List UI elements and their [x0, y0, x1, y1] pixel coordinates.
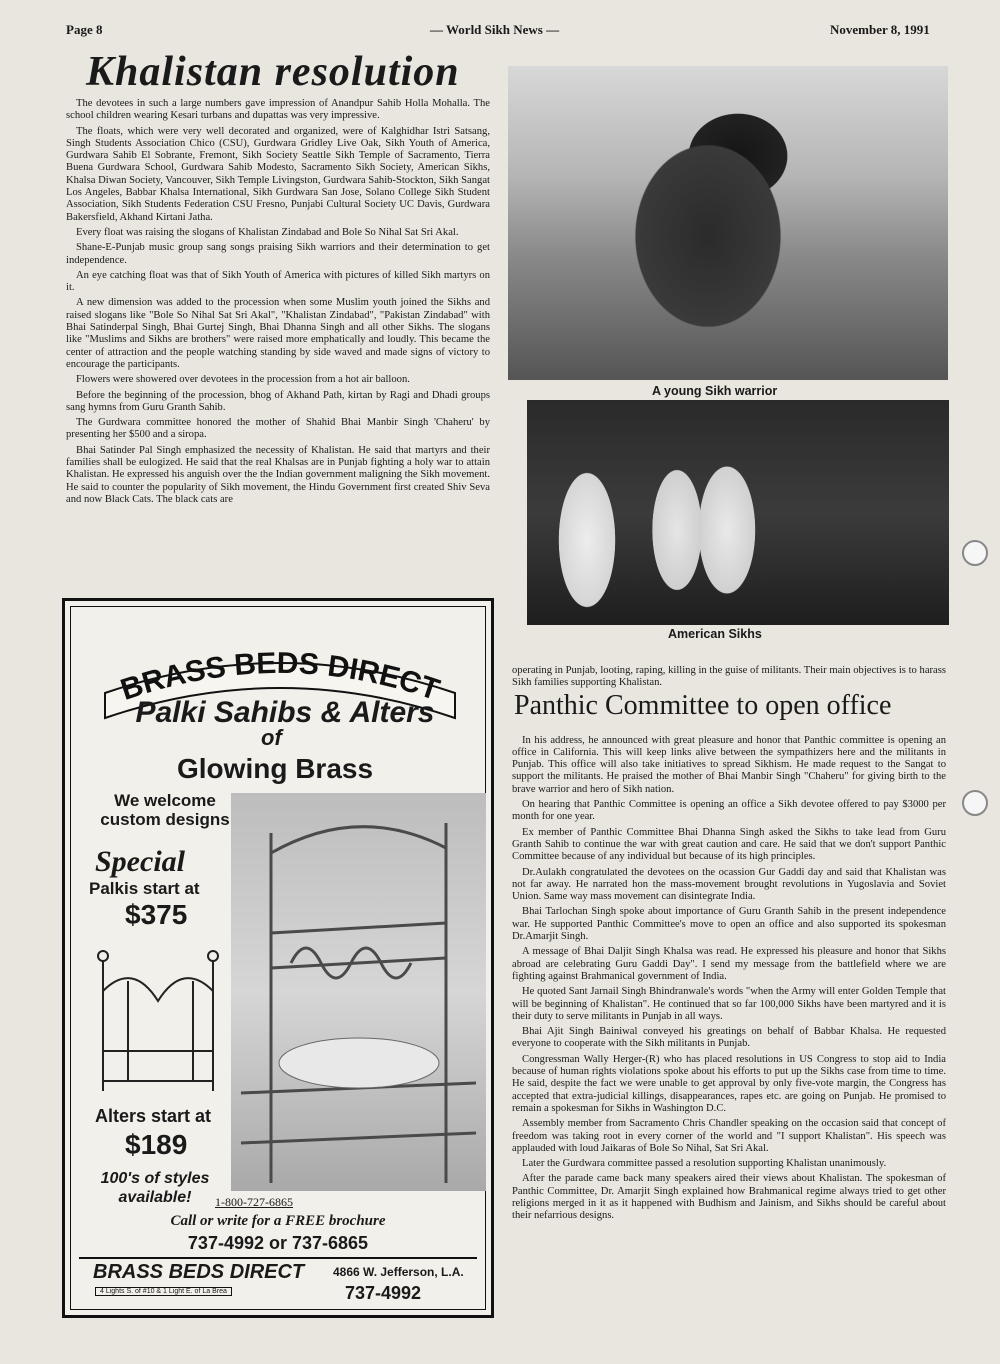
- article-paragraph: Flowers were showered over devotees in the procession from a hot air balloon.: [76, 374, 410, 386]
- article-paragraph: On hearing that Panthic Committee is opening an office a Sikh devotee offered to pay $3000 per month for one year.: [512, 799, 946, 823]
- ad-of: of: [261, 725, 282, 750]
- page-number: Page 8: [66, 22, 103, 37]
- article-paragraph: Congressman Wally Herger-(R) who has placed resolutions in US Congress to stop aid to India because of human rights violations spoke about his efforts to put up the Sikhs case from time to time. He said, despite the fact we were unable to get approval by only five-vote margin, the Congress has accepted that extra-judicial killings, disappearances, rapes etc. are going on Punjab. He promised to remain a spokesman for Sikhs in Washington D.C.: [512, 1053, 946, 1114]
- article-paragraph: Dr.Aulakh congratulated the devotees on the ocassion Gur Gaddi day and said that Khalistan was not far away. He narrated hon the mass-movement brought revolutions in Yugoslavia and Soviet Union. Same way mass movement can disintegrate India.: [512, 866, 946, 903]
- left-column-article: [66, 98, 490, 509]
- binder-hole: [962, 790, 988, 816]
- photo-caption: American Sikhs: [668, 627, 762, 641]
- article-paragraph: The floats, which were very well decorated and organized, were of Kalghidhar Istri Satsang, Singh Students Association Chico (CSU), Gurdwara Gridley Live Oak, Sikh Youth of America, Gurdwara Sahib El Sobrante, Fremont, Sikh Society Seattle Sikh Temple of Sacramento, Tierra Buena Gurdwara School, Gurdwara Sahib Modesto, Sacramento Sikh Society, American Sikhs, Khalsa Diwan Society, Vancouver, Sikh Temple Livingston, Gurdwara Sahib-Stockton, Sikh Sangat Los Angeles, Babbar Khalsa International, Sikh Gurdwara San Jose, Solano College Sikh Student Association, Sikh Students Federation CSU Fresno, Punjabi Cultural Society UC Davis, Gurdwara Bakersfield, Akhand Kirtani Jatha.: [66, 125, 490, 223]
- ad-address: 4866 W. Jefferson, L.A.: [333, 1265, 464, 1279]
- ad-directions: 4 Lights S. of #10 & 1 Light E. of La Brea: [95, 1287, 232, 1296]
- issue-date: November 8, 1991: [830, 22, 930, 37]
- article-paragraph: Before the beginning of the procession, bhog of Akhand Path, kirtan by Ragi and Dhadi groups sang hymns from Guru Granth Sahib.: [66, 389, 490, 413]
- article-paragraph: Bhai Satinder Pal Singh emphasized the necessity of Khalistan. He said that martyrs and their families shall be eulogized. He said that the real Khalsas are in Punjab fighting a holy war to attain Khalistan. He expressed his anguish over the the Indian government maligning the Sikh movement. He said to counter the popularity of Sikh movement, the Hindu Government first created Shiv Seva and now Black Cats. The black cats are: [66, 444, 490, 505]
- article-paragraph: The Gurdwara committee honored the mother of Shahid Bhai Manbir Singh 'Chaheru' by presenting her $500 and a siropa.: [66, 417, 490, 441]
- ad-main-phone: 737-4992: [345, 1283, 422, 1303]
- article-paragraph: Every float was raising the slogans of Khalistan Zindabad and Bole So Nihal Sat Sri Akal.: [76, 226, 459, 238]
- ad-palki-price: $375: [125, 899, 188, 930]
- ad-palkis-start: Palkis start at: [89, 879, 200, 898]
- article-paragraph: Ex member of Panthic Committee Bhai Dhanna Singh asked the Sikhs to take lead from Guru Granth Sahib to continue the war with great caution and care. He said that we don't support Panthic Committee because of any individual but because of its high principles.: [512, 826, 946, 863]
- article-paragraph: He quoted Sant Jarnail Singh Bhindranwale's words "when the Army will enter Golden Temple that will be beginning of Khalistan". He continued that so far 100,000 Sikhs have been martyred and it is their duty to serve militants in Punjab in all ways.: [512, 986, 946, 1022]
- article-paragraph: Bhai Ajit Singh Bainiwal conveyed his greatings on behalf of Babbar Khalsa. He requested everyone to cooperate with the Sikh militants in Punjab.: [512, 1026, 946, 1050]
- article-paragraph: Assembly member from Sacramento Chris Chandler speaking on the occasion said that concept of freedom was taking root in every corner of the world and "I support Khalistan". His speech was applauded with loud Jaikaras of Bole So Nihal, Sat Sri Akal.: [512, 1118, 946, 1154]
- ad-welcome-text: We welcome custom designs: [100, 791, 230, 829]
- advertisement-brass-beds: [62, 598, 494, 1318]
- ad-banner-text: BRASS BEDS DIRECT: [116, 646, 444, 707]
- article-paragraph: A message of Bhai Daljit Singh Khalsa was read. He expressed his pleasure and honor that Sikhs abroad are celebrating Guru Gaddi Day". I send my message from the battlefield where we are fighting against Brahmanical government of India.: [512, 946, 946, 982]
- ad-palki-illustration: [83, 941, 233, 1101]
- subheadline: Panthic Committee to open office: [514, 690, 892, 721]
- ad-brass-bed-photo: [231, 793, 486, 1191]
- binder-hole: [962, 540, 988, 566]
- photo-young-sikh-warrior: [508, 66, 948, 380]
- article-paragraph: A new dimension was added to the procession when some Muslim youth joined the Sikhs and raised slogans like "Bole So Nihal Sat Sri Akal", "Khalistan Zindabad", "Pakistan Zindabad" with Bhai Satinderpal Singh, Bhai Gurtej Singh, Bhai Dhanna Singh and all other Sikhs. The slogans like "Muslims and Sikhs are brothers" were raised more emphatically and loudly. This became the center of attraction and the people watching standing by side waved and made signs of victory to encourage the participants.: [66, 297, 490, 370]
- ad-toll-free-phone: 1-800-727-6865: [215, 1195, 293, 1209]
- ad-styles-text: 100's of styles available!: [100, 1170, 210, 1206]
- article-paragraph: In his address, he announced with great pleasure and honor that Panthic committee is opening an office in California. This will keep links alive between the sympathizers here and the militants in Punjab. This office will also take initiatives to spread Sikhism. He made request to the Sangat to support the militants. He praised the mother of Bhai Manbir Singh "Chaheru" for giving birth to the brave warrior and hero of Sikh nation.: [512, 734, 946, 795]
- headline: Khalistan resolution: [86, 49, 460, 95]
- right-column-article: [512, 665, 946, 1226]
- ad-divider: [79, 1257, 477, 1259]
- article-paragraph: operating in Punjab, looting, raping, killing in the guise of militants. Their main objectives is to harass Sikh families supporting Khalistan.: [512, 665, 946, 689]
- article-paragraph: Bhai Tarlochan Singh spoke about importance of Guru Granth Sahib in the present independence war. He supported Panthic Committee's move to open an office and also supported its spokesman Dr.Amarjit Singh.: [512, 906, 946, 943]
- ad-alters-start: Alters start at: [95, 1106, 212, 1126]
- article-paragraph: After the parade came back many speakers aired their views about Khalistan. The spokesman of Panthic Committee, Dr. Amarjit Singh explained how Brahmanical regime always tried to get other religions merged in it as it happened with Budhism and Jainism, and Sikhs should be careful about their nefarrious designs.: [512, 1173, 946, 1222]
- photo-american-sikhs: [527, 400, 949, 625]
- ad-alter-price: $189: [125, 1129, 188, 1160]
- article-paragraph: An eye catching float was that of Sikh Youth of America with pictures of killed Sikh martyrs on it.: [66, 269, 490, 294]
- ad-special: Special: [95, 845, 185, 878]
- photo-caption: A young Sikh warrior: [652, 384, 778, 398]
- ad-phone-numbers: 737-4992 or 737-6865: [187, 1233, 369, 1253]
- article-paragraph: The devotees in such a large numbers gave impression of Anandpur Sahib Holla Mohalla. The school children wearing Kesari turbans and dupattas was very impressive.: [66, 98, 490, 122]
- article-paragraph: Shane-E-Punjab music group sang songs praising Sikh warriors and their determination to get independence.: [66, 242, 490, 266]
- ad-glowing-brass: Glowing Brass: [177, 753, 374, 784]
- article-paragraph: Later the Gurdwara committee passed a resolution supporting Khalistan unanimously.: [522, 1158, 887, 1170]
- newspaper-name: — World Sikh News —: [430, 22, 560, 37]
- brass-bed-illustration: [231, 793, 486, 1191]
- ad-call-to-action: Call or write for a FREE brochure: [170, 1213, 386, 1229]
- ad-subtitle: Palki Sahibs & Alters: [135, 696, 435, 729]
- ad-footer-brand: BRASS BEDS DIRECT: [93, 1261, 305, 1283]
